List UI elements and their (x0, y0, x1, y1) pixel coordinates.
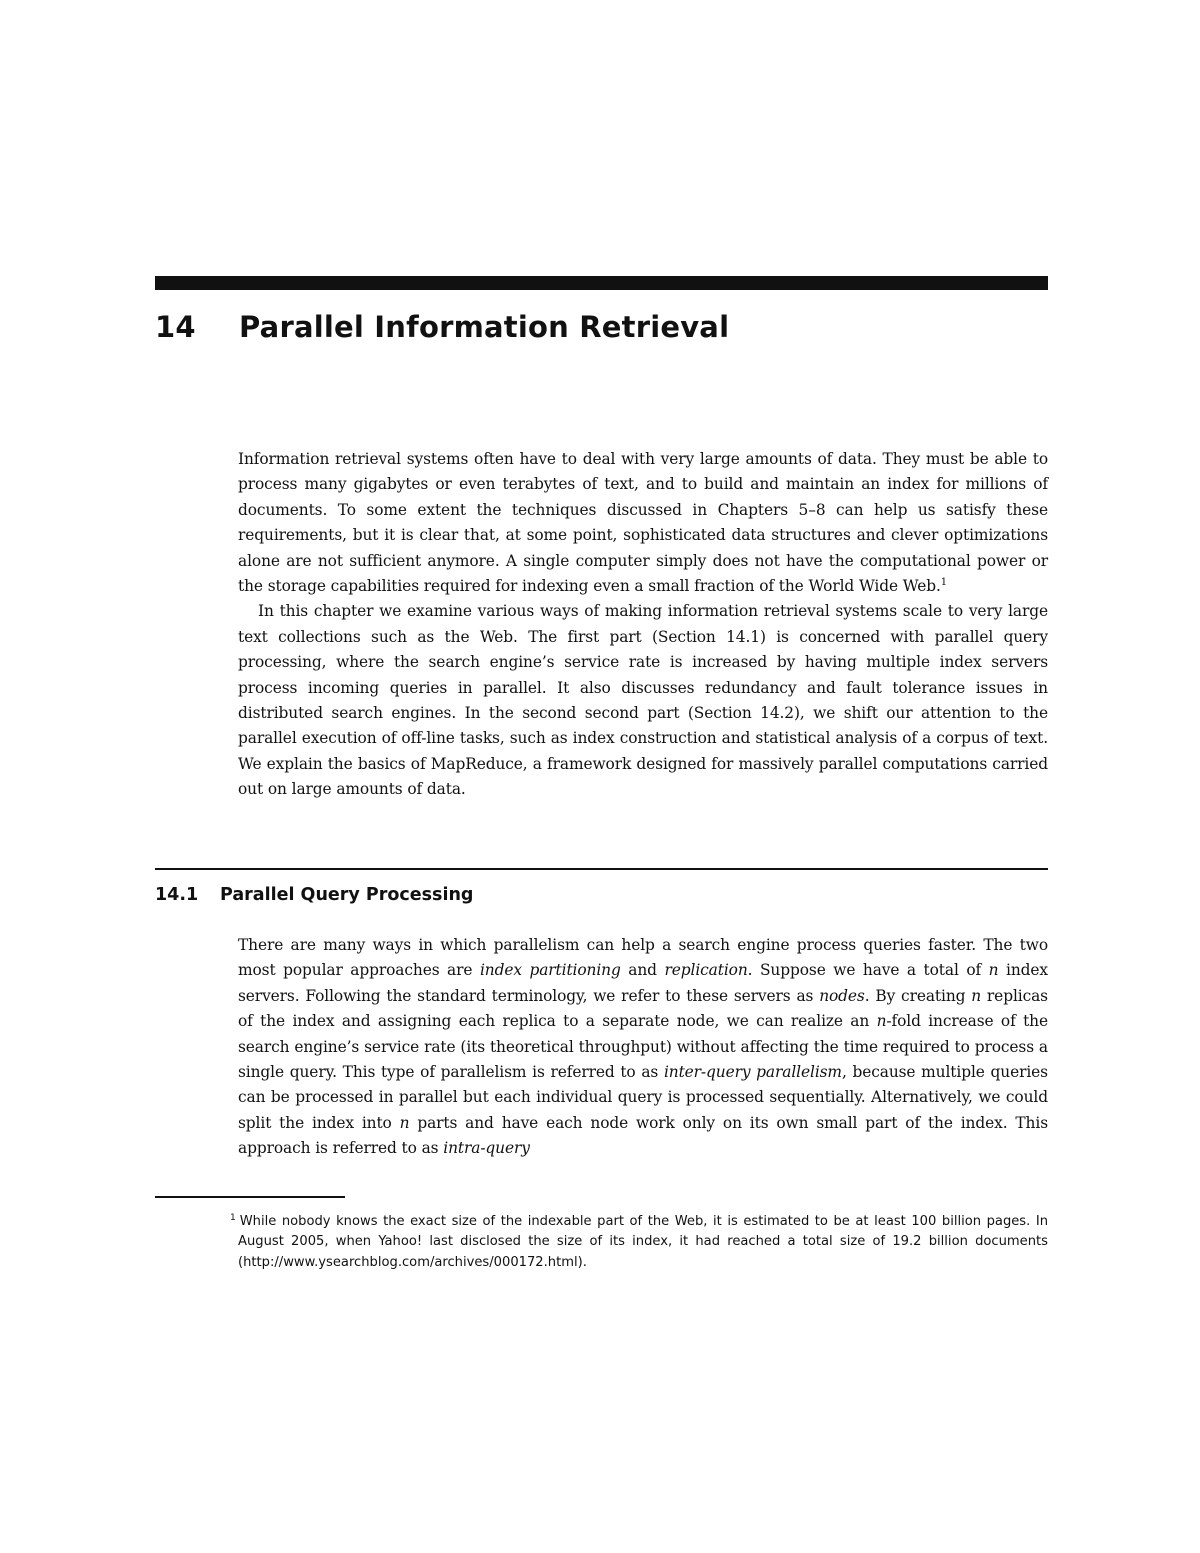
body-text-run: replicas of the index and assigning each replica to a separate node, we can realize an (238, 986, 1048, 1031)
body-text-run: index servers. Following the standard terminology, we refer to these servers as (238, 961, 1048, 1005)
footnote-mark: 1 (230, 1213, 236, 1223)
intro-paragraph-1 (238, 447, 1048, 599)
footnote-reference: 1 (940, 577, 948, 589)
math-variable-n: n (399, 1113, 410, 1132)
footnote-text: While nobody knows the exact size of the indexable part of the Web, it is estimated to be at least 100 billion pages. In August 2005, when Yahoo! last disclosed the size of its index, it had reached a total size of 19.2 billion documents (http://www.ysearchblog.com/archives/000172.html). (238, 1214, 1048, 1270)
footnote (230, 1212, 1048, 1273)
section-top-rule (155, 868, 1048, 870)
body-text-run: -fold increase of the search engine’s service rate (its theoretical throughput) without affecting the time required to process a single query. This type of parallelism is referred to as (238, 1012, 1048, 1082)
section-paragraph-1 (238, 933, 1048, 1162)
math-variable-n: n (971, 986, 982, 1005)
emphasis-inter-query-parallelism: inter-query parallelism (663, 1063, 842, 1082)
chapter-title: Parallel Information Retrieval (239, 310, 730, 344)
section-heading (155, 882, 1048, 910)
chapter-top-rule (155, 276, 1048, 290)
math-variable-n: n (988, 961, 999, 980)
intro-paragraph-2: In this chapter we examine various ways of making information retrieval systems scale to very large text collections such as the Web. The first part (Section 14.1) is concerned with parallel query processing, where the search engine’s service rate is increased by having multiple index servers process incoming queries in parallel. It also discusses redundancy and fault tolerance issues in distributed search engines. In the second second part (Section 14.2), we shift our attention to the parallel execution of off-line tasks, such as index construction and statistical analysis of a corpus of text. We explain the basics of MapReduce, a framework designed for massively parallel computations carried out on large amounts of data. (238, 602, 1048, 799)
chapter-heading (155, 308, 1048, 348)
body-text-run: There are many ways in which parallelism can help a search engine process queries faster. The two most popular approaches are (238, 936, 1048, 980)
body-text-run: . Suppose we have a total of (747, 961, 989, 980)
chapter-intro (238, 447, 1048, 803)
math-variable-n: n (876, 1012, 887, 1031)
section-title: Parallel Query Processing (220, 885, 474, 905)
body-text-run: , because multiple queries can be processed in parallel but each individual query is processed sequentially. Alternatively, we could split the index into (238, 1063, 1048, 1132)
footnote-rule (155, 1196, 345, 1198)
emphasis-nodes: nodes (819, 986, 865, 1005)
emphasis-intra-query: intra-query (443, 1139, 530, 1158)
body-text-run: and (620, 961, 665, 980)
body-text-run: . By creating (864, 986, 972, 1005)
emphasis-replication: replication (664, 961, 748, 980)
section-body (238, 933, 1048, 1162)
chapter-number: 14 (155, 310, 196, 344)
section-number: 14.1 (155, 885, 199, 905)
emphasis-index-partitioning: index partitioning (479, 961, 621, 980)
intro-paragraph-1-text: Information retrieval systems often have to deal with very large amounts of data. They must be able to process many gigabytes or even terabytes of text, and to build and maintain an index for millions of documents. To some extent the techniques discussed in Chapters 5–8 can help us satisfy these requirements, but it is clear that, at some point, sophisticated data structures and clever optimizations alone are not sufficient anymore. A single computer simply does not have the computational power or the storage capabilities required for indexing even a small fraction of the World Wide Web. (238, 450, 1048, 596)
body-text-run: parts and have each node work only on its own small part of the index. This approach is referred to as (238, 1113, 1048, 1158)
